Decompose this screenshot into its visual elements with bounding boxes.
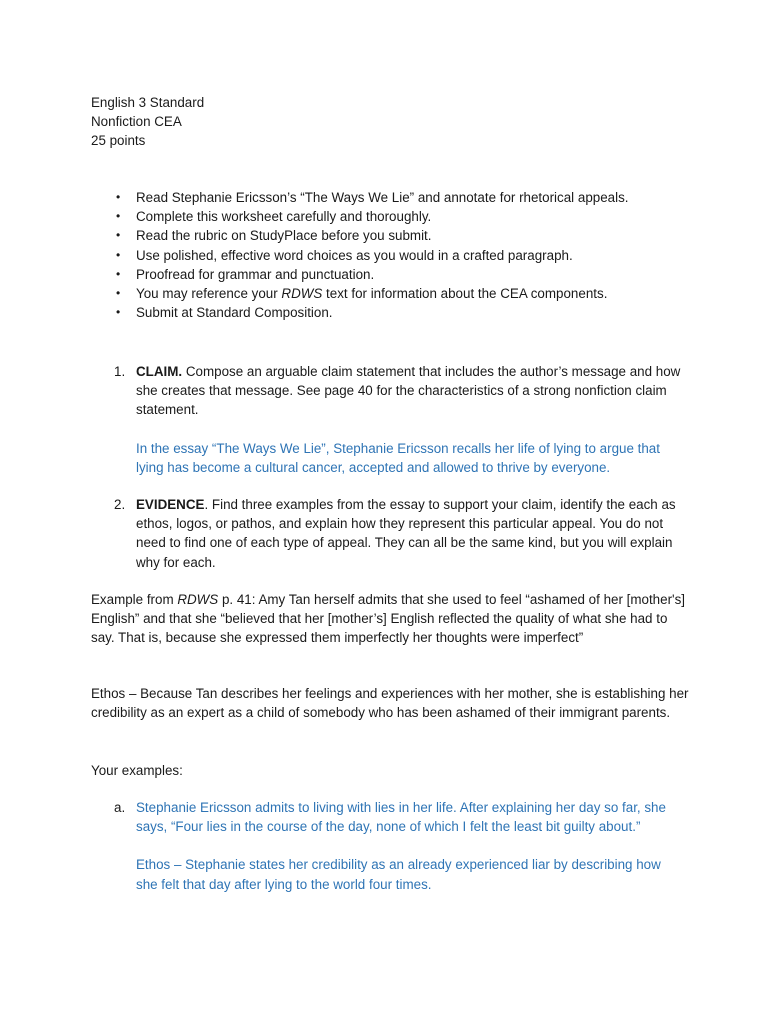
bullet-icon: • xyxy=(116,228,121,243)
answer-a-analysis: Ethos – Stephanie states her credibility as an already experienced liar by describing how she felt that day after lying to the world four times. xyxy=(136,857,661,892)
your-examples-label: Your examples: xyxy=(91,763,183,778)
answer-a-quote: Stephanie Ericsson admits to living with lies in her life. After explaining her day so far, she says, “Four lies in the course of the day, none of which I felt the least bit guilty about.” xyxy=(136,800,666,835)
points-value: 25 points xyxy=(91,133,146,149)
bullet-icon: • xyxy=(116,190,121,204)
course-name: English 3 Standard xyxy=(91,95,205,110)
example-paragraph: Example from RDWS p. 41: Amy Tan herself admits that she used to feel “ashamed of her [mother's] English” and that she “believed that her [mother’s] English reflected the quality of what she had to say. That is, because she expressed them imperfectly her thoughts were imperfect” xyxy=(91,592,686,646)
document-header xyxy=(91,93,204,151)
bullet-icon: • xyxy=(116,247,121,262)
assignment-name: Nonfiction CEA xyxy=(91,114,182,130)
answer-a xyxy=(114,798,684,894)
answer-letter: a. xyxy=(114,800,126,815)
instruction-item: • Submit at Standard Composition. xyxy=(114,303,714,322)
question-number: 1. xyxy=(114,364,126,379)
question-prompt: CLAIM. Compose an arguable claim statement that includes the author’s message and how she creates that message. See page 40 for the characteristics of a strong nonfiction claim statement. xyxy=(136,364,681,418)
bullet-icon: • xyxy=(116,305,121,320)
question-claim xyxy=(114,362,684,477)
ethos-example-paragraph: Ethos – Because Tan describes her feelings and experiences with her mother, she is establishing her credibility as an expert as a child of somebody who has been ashamed of their immigrant parents. xyxy=(91,686,689,721)
question-evidence xyxy=(114,495,684,572)
bullet-icon: • xyxy=(116,266,121,281)
question-prompt: EVIDENCE. Find three examples from the essay to support your claim, identify the each as ethos, logos, or pathos, and explain how they represent this particular appeal. You do not need to find one of each type of appeal. They can all be the same kind, but you will explain why for each. xyxy=(136,497,676,570)
instruction-item: • Read the rubric on StudyPlace before you submit. xyxy=(114,226,714,245)
instruction-item: • Read Stephanie Ericsson’s “The Ways We Lie” and annotate for rhetorical appeals. xyxy=(114,188,714,207)
claim-answer: In the essay “The Ways We Lie”, Stephanie Ericsson recalls her life of lying to argue that lying has become a cultural cancer, accepted and allowed to thrive by everyone. xyxy=(136,440,660,475)
instruction-item: • You may reference your RDWS text for information about the CEA components. xyxy=(114,284,714,303)
question-number: 2. xyxy=(114,497,126,512)
instruction-item: • Proofread for grammar and punctuation. xyxy=(114,265,714,284)
instruction-item: • Use polished, effective word choices as you would in a crafted paragraph. xyxy=(114,246,714,265)
instruction-item: • Complete this worksheet carefully and thoroughly. xyxy=(114,207,714,226)
instructions-list xyxy=(114,188,714,322)
bullet-icon: • xyxy=(116,286,121,301)
bullet-icon: • xyxy=(116,209,121,224)
